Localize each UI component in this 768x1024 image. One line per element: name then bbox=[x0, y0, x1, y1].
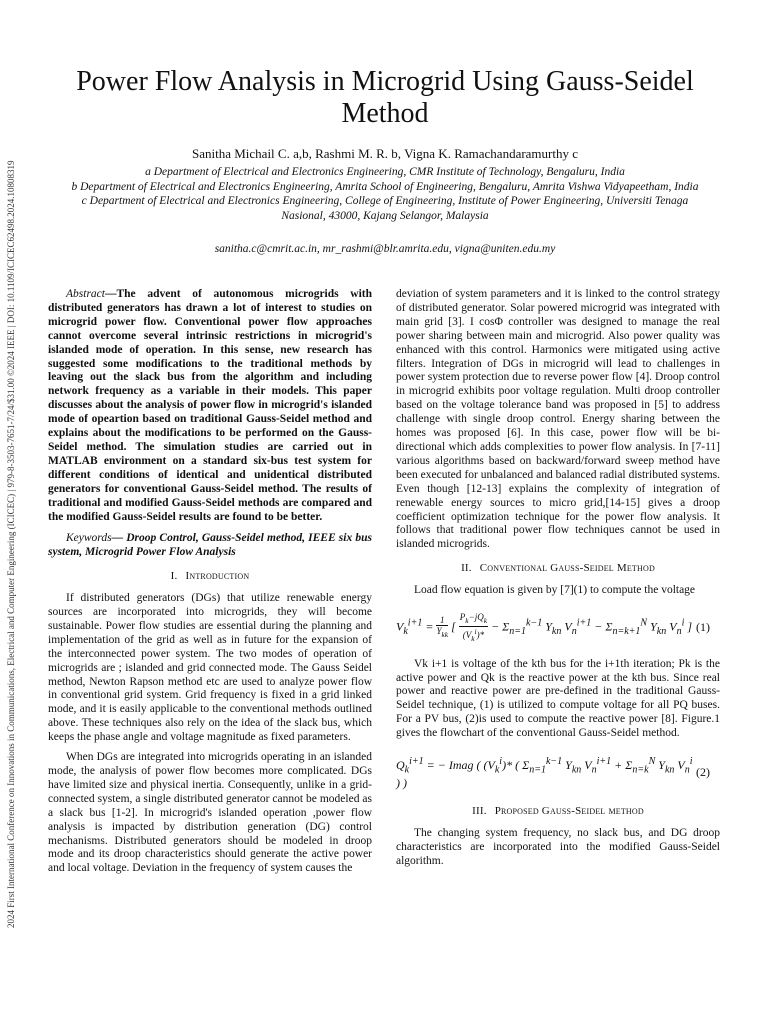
section-heading-proposed-gs bbox=[396, 805, 720, 819]
keywords-text: — Droop Control, Gauss-Seidel method, IEEE six bus system, Microgrid Power Flow Analysis bbox=[48, 532, 372, 559]
equation-1 bbox=[396, 612, 720, 644]
paper-title: Power Flow Analysis in Microgrid Using Gauss-Seidel Method bbox=[76, 66, 694, 129]
author-emails: sanitha.c@cmrit.ac.in, mr_rashmi@blr.amrita.edu, vigna@uniten.edu.my bbox=[214, 243, 556, 255]
intro-paragraph-2: When DGs are integrated into microgrids operating in an islanded mode, the analysis of power flow becomes more complicated. DGs have limited size and physical inertia. Consequently, unlike in a grid-connected system, a single distributed generator cannot be modeled as a slack bus [1-2]. In microgrid's islanded operation ,power flow analysis is impacted by distribution generation (DG) control mechanisms. Distributed generators should be modeled in droop mode and its droop characteristics should generate the active power and local voltage. Deviation in the frequency of system causes the bbox=[48, 751, 372, 875]
section-number: III. bbox=[472, 805, 487, 818]
keywords-label: Keywords bbox=[66, 532, 112, 545]
abstract bbox=[48, 288, 372, 524]
equation-2-number: (2) bbox=[696, 765, 710, 780]
voltage-description: Vk i+1 is voltage of the kth bus for the i+1th iteration; Pk is the active power and Qk is the reactive power at the kth bus. Since real power and reactive power are pre-defined in the traditional Gauss-Seidel technique, (1) is utilized to compute voltage for all PQ buses. For a PV bus, (2)is used to compute the reactive power [8]. Figure.1 gives the flowchart of the conventional Gauss-Seidel method. bbox=[396, 657, 720, 740]
section-title: Conventional Gauss-Seidel Method bbox=[479, 562, 655, 575]
equation-1-body: $V_k^{i+1}$ = $\frac{1}{Y_{kk}}$ [ $\frac{P_k-jQ_k}{(V_k^i)*}$ − $\Sigma_{n=1}^{k-1}$ $Y_{kn}$ $V_n^{i+1} - \Sigma_{n=k+1}^N$ $Y_{kn}$ $V_n^i$ ] bbox=[396, 612, 693, 643]
section-title: Introduction bbox=[185, 570, 250, 583]
abstract-text: —The advent of autonomous microgrids with distributed generators has drawn a lot of interest to studies on microgrid power flow. Conventional power flow approaches cannot overcome several intrinsic restrictions in microgrid's islanded mode of operation. In this sense, new research has suggested some modifications to the traditional methods by leaving out the slack bus from the algorithm and including network frequency as a variable in their models. This paper discusses about the analysis of power flow in microgrid's islanded mode of opeartion based on traditional Gauss-Seidel method and explains about the modifications to be performed on the Gauss-Seidel method. The simulation studies are carried out in MATLAB environment on a standard six-bus test system for different conditions of identical and unidentical distributed generators for conventional Gauss-Seidel method. The results of traditional and modified Gauss-Seidel methods are compared and the modified Gauss-Seidel results are found to be better. bbox=[48, 288, 372, 523]
equation-1-number: (1) bbox=[696, 619, 710, 634]
continued-paragraph: deviation of system parameters and it is linked to the control strategy of distributed generator. Solar powered microgrid was integrated with main grid [3]. I cosΦ controller was designed to manage the real power sharing between main and microgrid. Also power quality was enhanced with this control. Harmonics were mitigated using active filters. Integration of DGs in microgrid will lead to challenges in power system protection due to reverse power flow [4]. Droop control in microgrid exhibits poor voltage regulation. Multi droop controller based on the voltage tolerance band was proposed in [5] to address challenge with single droop control. Energy sharing between the homes was proposed [6]. In this case, power flow will be bi-directional which adds complexities to power flow analysis. In [7-11] various algorithms based on backward/forward sweep method have been executed for unbalanced and balanced radial distributed systems. Even though [12-13] explains the complexity of integration of renewable energy sources to micro grid,[14-15] gives a droop coefficient optimization technique for the power flow analysis. It follows that traditional power flow techniques cannot be used in islanded microgrids. bbox=[396, 288, 720, 551]
section-heading-conventional-gs bbox=[396, 562, 720, 576]
section-number: II. bbox=[461, 562, 472, 575]
side-note: 2024 First International Conference on Innovations in Communications, Electrical and Computer Engineering (ICICEC) | 979-8-3503-7651-7/24/$31.00 ©2024 IEEE | DOI: 10.1109/ICICEC62498.2024.10808319 bbox=[6, 160, 16, 928]
affiliations bbox=[60, 165, 710, 223]
affiliation-a: a Department of Electrical and Electronics Engineering, CMR Institute of Technology, Bengaluru, India bbox=[145, 166, 625, 178]
right-column bbox=[396, 288, 720, 875]
keywords bbox=[48, 532, 372, 560]
abstract-label: Abstract bbox=[66, 288, 105, 300]
equation-2 bbox=[396, 755, 720, 791]
affiliation-c: c Department of Electrical and Electronics Engineering, College of Engineering, Institute of Power Engineering, Universiti Tenaga Nasional, 43000, Kajang Selangor, Malaysia bbox=[81, 195, 689, 222]
load-flow-intro: Load flow equation is given by [7](1) to compute the voltage bbox=[414, 584, 696, 597]
equation-2-body: $Q_k^{i+1}$ = − Imag ( $(V_k^i)*$ ( $\Sigma_{n=1}^{k-1}$ $Y_{kn}$ $V_n^{i+1} + \Sigma_{n=k}^N$ $Y_{kn}$ $V_n^i$ ) ) bbox=[396, 756, 693, 791]
section-title: Proposed Gauss-Seidel method bbox=[494, 805, 644, 818]
author-list: Sanitha Michail C. a,b, Rashmi M. R. b, Vigna K. Ramachandaramurthy c bbox=[191, 146, 579, 161]
section-heading-introduction bbox=[48, 570, 372, 584]
affiliation-b: b Department of Electrical and Electronics Engineering, Amrita School of Engineering, Bengaluru, Amrita Vishwa Vidyapeetham, India bbox=[71, 180, 699, 193]
left-column bbox=[48, 288, 372, 882]
section-number: I. bbox=[170, 570, 178, 583]
intro-paragraph-1: If distributed generators (DGs) that utilize renewable energy sources are incorporated into microgrids, they will become sustainable. Power flow studies are essential during the planning and implementation of the grid as well as in future for the expansion of the interconnected power system. The two modes of operation of microgrids are ; islanded and grid connected mode. The Gauss Seidel method, Newton Rapson method etc are used to analyze power flow in conventional grid system. Grid frequency is fixed in a grid linked mode, and it is easily applicable to the conventional methods outlined above. These techniques also rely on the idea of the slack bus, which keeps the phase angle and voltage magnitude as fixed parameters. bbox=[48, 592, 372, 744]
proposed-paragraph: The changing system frequency, no slack bus, and DG droop characteristics are incorporated into the modified Gauss-Seidel algorithm. bbox=[396, 827, 720, 867]
